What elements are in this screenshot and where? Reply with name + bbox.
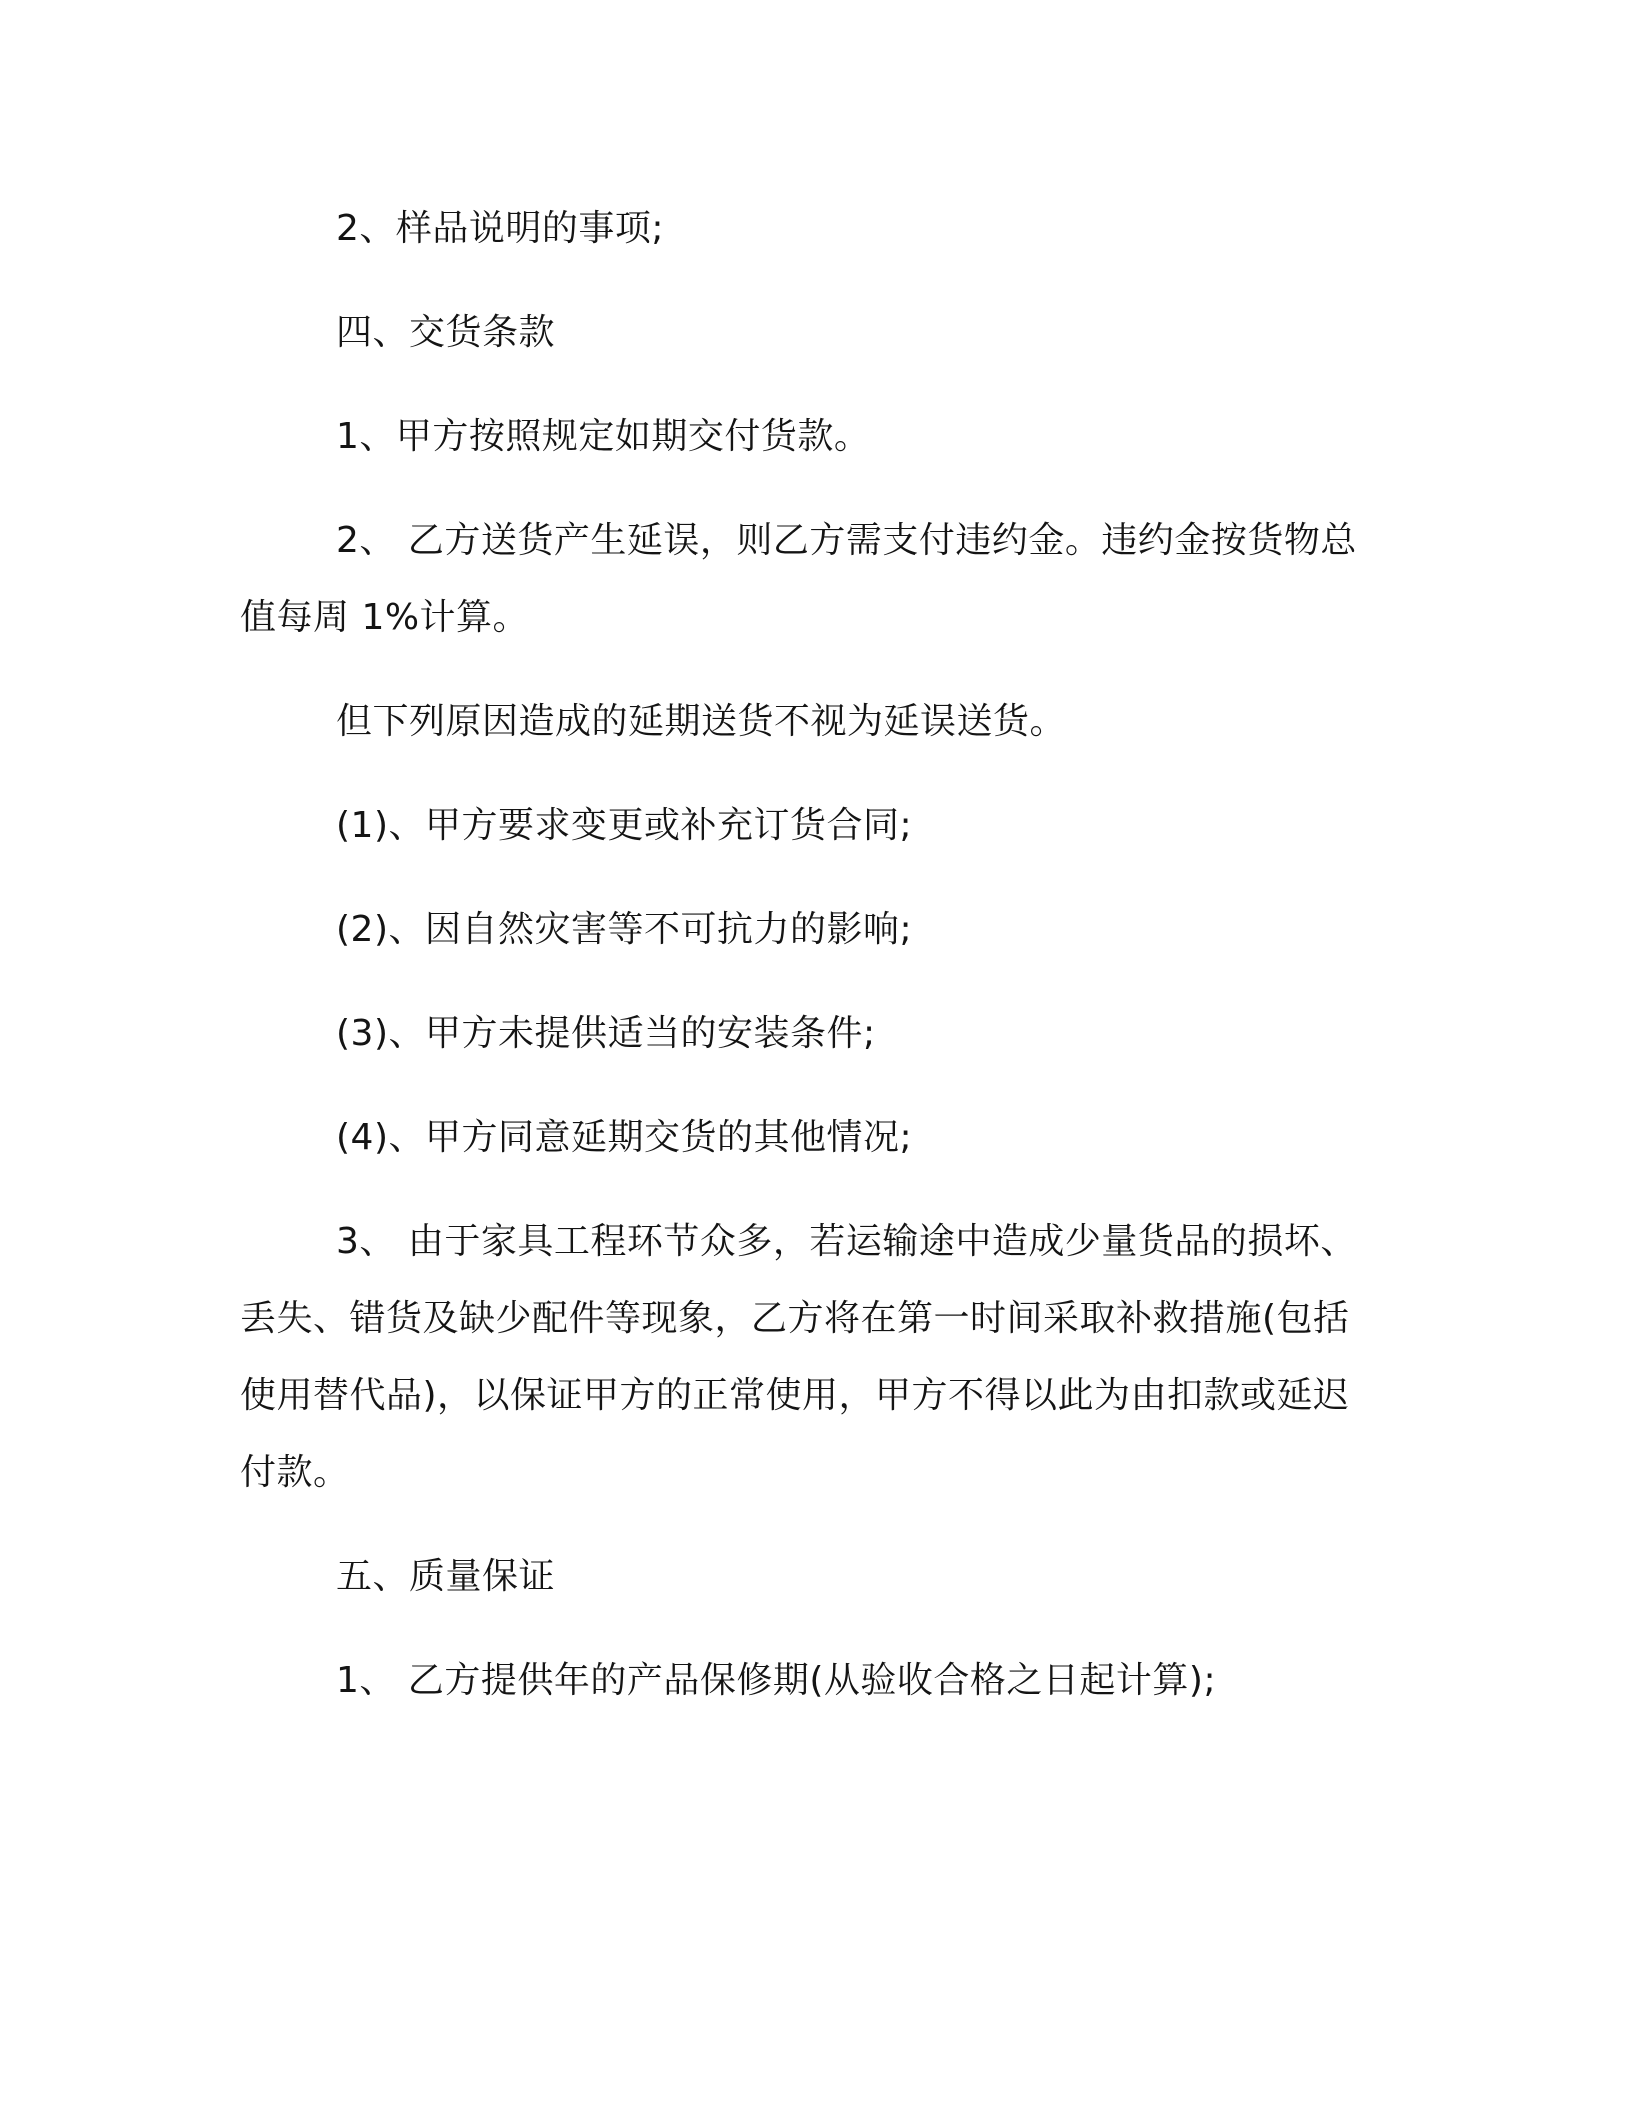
paragraph-delay-penalty: 2、 乙方送货产生延误，则乙方需支付违约金。违约金按货物总值每周 1%计算。	[240, 520, 1357, 638]
section-heading-delivery-terms: 四、交货条款	[336, 312, 556, 353]
paragraph-sample-items: 2、样品说明的事项;	[336, 208, 665, 249]
list-item-exception-1: (1)、甲方要求变更或补充订货合同;	[336, 805, 913, 846]
document-body	[240, 190, 1372, 1719]
list-item-exception-2: (2)、因自然灾害等不可抗力的影响;	[336, 909, 913, 950]
section-heading-quality-guarantee: 五、质量保证	[336, 1556, 556, 1597]
list-item-exception-3: (3)、甲方未提供适当的安装条件;	[336, 1013, 876, 1054]
list-item-exception-4: (4)、甲方同意延期交货的其他情况;	[336, 1117, 913, 1158]
paragraph-payment-on-schedule: 1、甲方按照规定如期交付货款。	[336, 416, 871, 457]
paragraph-transport-damage: 3、 由于家具工程环节众多，若运输途中造成少量货品的损坏、丢失、错货及缺少配件等现象，乙方将在第一时间采取补救措施(包括使用替代品)，以保证甲方的正常使用，甲方不得以此为由扣款或延迟付款。	[240, 1221, 1357, 1493]
paragraph-delay-exceptions: 但下列原因造成的延期送货不视为延误送货。	[336, 701, 1067, 742]
paragraph-warranty-period: 1、 乙方提供年的产品保修期(从验收合格之日起计算);	[336, 1660, 1217, 1701]
